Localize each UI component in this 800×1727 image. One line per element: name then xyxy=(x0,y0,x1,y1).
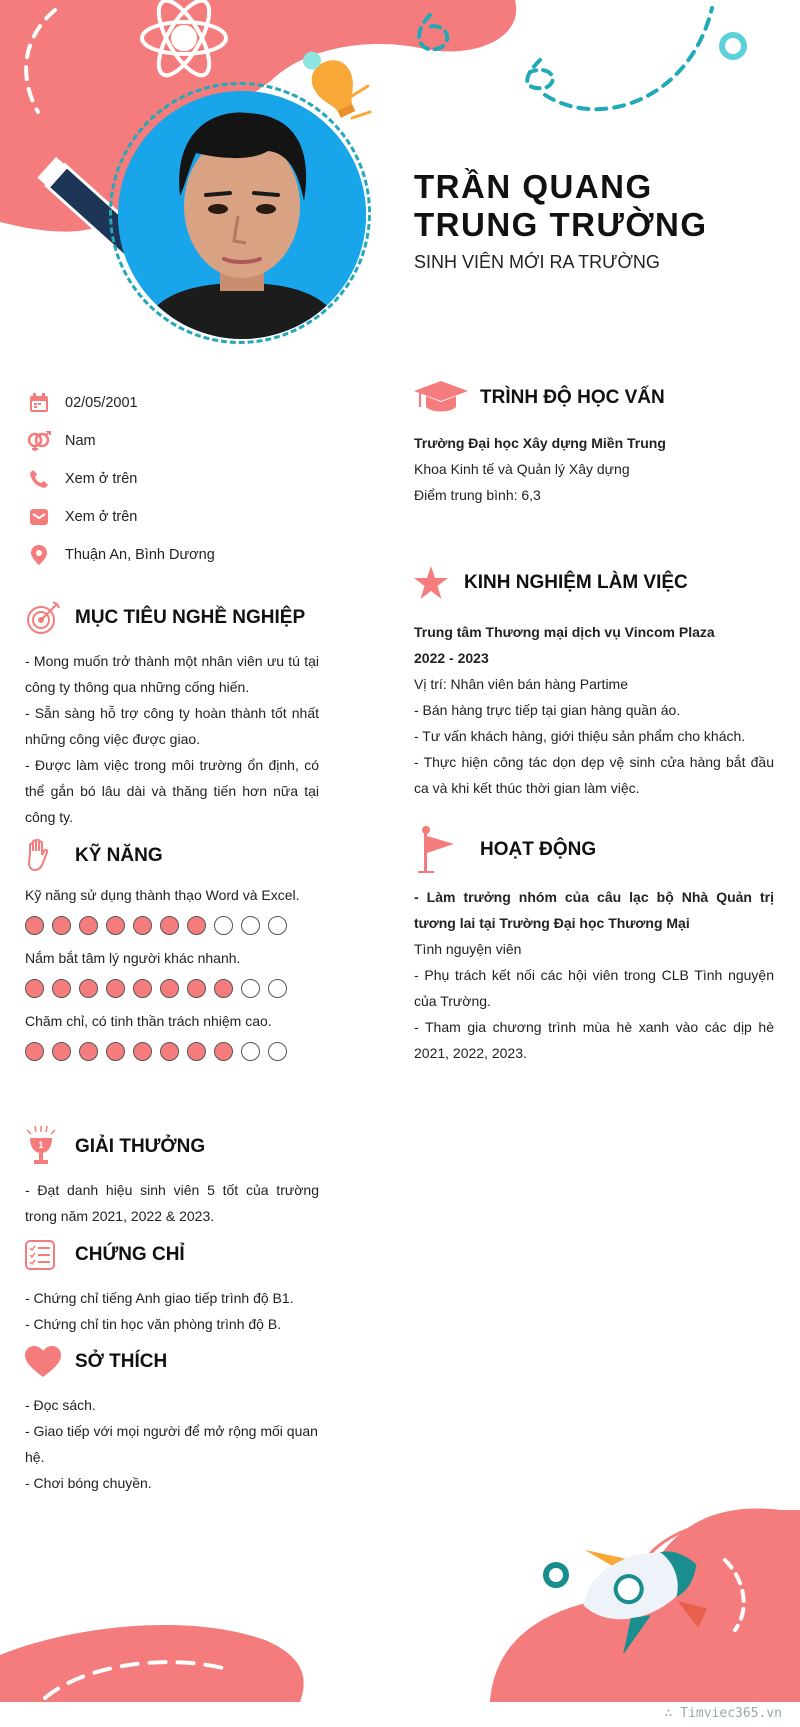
hand-icon xyxy=(25,836,65,876)
email-icon xyxy=(26,506,52,528)
rating-dot-filled xyxy=(214,1042,233,1061)
contact-item-birthday xyxy=(26,384,326,422)
rating-dot-filled xyxy=(214,979,233,998)
rating-dot-filled xyxy=(25,1042,44,1061)
awards-line: - Đạt danh hiệu sinh viên 5 tốt của trường trong năm 2021, 2022 & 2023. xyxy=(25,1182,319,1224)
education-line: Điểm trung bình: 6,3 xyxy=(414,487,541,503)
heart-icon xyxy=(25,1342,65,1382)
rating-dot-filled xyxy=(106,979,125,998)
graduation-cap-icon xyxy=(414,378,470,418)
footer-decoration xyxy=(0,1480,800,1727)
objective-line: - Được làm việc trong môi trường ổn định, có thể gắn bó lâu dài và thăng tiến hơn nữa tại công ty. xyxy=(25,757,319,825)
certificate-line: - Chứng chỉ tiếng Anh giao tiếp trình độ B1. xyxy=(25,1290,294,1306)
hobbies-title: SỞ THÍCH xyxy=(75,1351,168,1372)
rating-dot-filled xyxy=(25,916,44,935)
rating-dot-filled xyxy=(187,916,206,935)
skill-rating xyxy=(25,979,325,998)
hobby-line: - Đọc sách. xyxy=(25,1397,96,1413)
rating-dot-empty xyxy=(268,916,287,935)
contact-email[interactable]: Xem ở trên xyxy=(65,509,138,525)
gender-icon xyxy=(26,430,52,452)
contact-item-email xyxy=(26,498,326,536)
activities-section xyxy=(414,826,774,1066)
education-section xyxy=(414,378,774,508)
calendar-icon xyxy=(26,392,52,414)
rating-dot-empty xyxy=(214,916,233,935)
experience-line: - Bán hàng trực tiếp tại gian hàng quần áo. xyxy=(414,702,681,718)
contact-gender: Nam xyxy=(65,433,96,449)
rating-dot-empty xyxy=(241,1042,260,1061)
contact-item-gender xyxy=(26,422,326,460)
objective-line: - Mong muốn trở thành một nhân viên ưu tú tại công ty thông qua những cống hiến. xyxy=(25,653,319,695)
rating-dot-filled xyxy=(133,1042,152,1061)
rating-dot-empty xyxy=(268,1042,287,1061)
skill-label: Kỹ năng sử dụng thành thạo Word và Excel. xyxy=(25,887,300,903)
experience-section xyxy=(414,563,774,801)
rating-dot-filled xyxy=(52,916,71,935)
star-icon xyxy=(414,563,454,603)
skill-label: Nắm bắt tâm lý người khác nhanh. xyxy=(25,950,241,966)
certificates-title: CHỨNG CHỈ xyxy=(75,1244,185,1265)
experience-line: - Tư vấn khách hàng, giới thiệu sản phẩm cho khách. xyxy=(414,728,746,744)
location-pin-icon xyxy=(26,544,52,566)
education-title: TRÌNH ĐỘ HỌC VẤN xyxy=(480,387,665,408)
objective-title: MỤC TIÊU NGHỀ NGHIỆP xyxy=(75,607,306,628)
certificate-line: - Chứng chỉ tin học văn phòng trình độ B. xyxy=(25,1316,282,1332)
activities-headline: - Làm trưởng nhóm của câu lạc bộ Nhà Quản trị tương lai tại Trường Đại học Thương Mại xyxy=(414,889,774,931)
flag-icon xyxy=(414,826,470,874)
contact-item-address xyxy=(26,536,326,574)
candidate-title: SINH VIÊN MỚI RA TRƯỜNG xyxy=(414,252,660,272)
rating-dot-filled xyxy=(52,979,71,998)
contact-list xyxy=(26,384,326,574)
awards-section xyxy=(25,1127,319,1229)
experience-line: - Thực hiện công tác dọn dẹp vệ sinh cửa hàng bắt đầu ca và khi kết thúc thời gian làm việc. xyxy=(414,754,774,796)
hobbies-section xyxy=(25,1342,319,1496)
activities-line: - Tham gia chương trình mùa hè xanh vào các dịp hè 2021, 2022, 2023. xyxy=(414,1019,774,1061)
experience-company: Trung tâm Thương mại dịch vụ Vincom Plaza xyxy=(414,624,715,640)
rating-dot-filled xyxy=(160,916,179,935)
education-line: Khoa Kinh tế và Quản lý Xây dựng xyxy=(414,461,630,477)
rating-dot-filled xyxy=(106,916,125,935)
rating-dot-filled xyxy=(133,916,152,935)
trophy-icon xyxy=(25,1127,65,1167)
skills-title: KỸ NĂNG xyxy=(75,845,163,866)
skill-rating xyxy=(25,916,325,935)
watermark: ∴ Timviec365.vn xyxy=(664,1706,782,1721)
rating-dot-filled xyxy=(79,916,98,935)
experience-title: KINH NGHIỆM LÀM VIỆC xyxy=(464,572,688,593)
rating-dot-filled xyxy=(106,1042,125,1061)
contact-address: Thuận An, Bình Dương xyxy=(65,547,215,563)
activities-line: - Phụ trách kết nối các hội viên trong CLB Tình nguyện của Trường. xyxy=(414,967,774,1009)
hobby-line: - Chơi bóng chuyền. xyxy=(25,1475,152,1491)
target-icon xyxy=(25,598,65,638)
candidate-name: TRẦN QUANG TRUNG TRƯỜNG xyxy=(414,168,708,243)
education-school: Trường Đại học Xây dựng Miền Trung xyxy=(414,435,666,451)
skills-section xyxy=(25,836,325,1071)
objective-section xyxy=(25,598,319,830)
skill-label: Chăm chỉ, có tinh thần trách nhiệm cao. xyxy=(25,1013,272,1029)
avatar xyxy=(118,91,366,339)
contact-phone[interactable]: Xem ở trên xyxy=(65,471,138,487)
skill-rating xyxy=(25,1042,325,1061)
hobby-line: - Giao tiếp với mọi người để mở rộng mối quan hệ. xyxy=(25,1423,318,1465)
objective-line: - Sẵn sàng hỗ trợ công ty hoàn thành tốt nhất những công việc được giao. xyxy=(25,705,319,747)
activities-title: HOẠT ĐỘNG xyxy=(480,839,597,860)
experience-period: 2022 - 2023 xyxy=(414,650,489,666)
experience-line: Vị trí: Nhân viên bán hàng Partime xyxy=(414,676,629,692)
checklist-icon xyxy=(25,1235,65,1275)
awards-title: GIẢI THƯỞNG xyxy=(75,1136,206,1157)
svg-text:1: 1 xyxy=(38,1140,44,1150)
rating-dot-filled xyxy=(133,979,152,998)
rating-dot-filled xyxy=(79,1042,98,1061)
rating-dot-filled xyxy=(160,1042,179,1061)
phone-icon xyxy=(26,468,52,490)
rating-dot-filled xyxy=(79,979,98,998)
contact-item-phone xyxy=(26,460,326,498)
rating-dot-filled xyxy=(160,979,179,998)
rating-dot-filled xyxy=(187,979,206,998)
rating-dot-empty xyxy=(241,916,260,935)
rating-dot-filled xyxy=(187,1042,206,1061)
portrait-illustration xyxy=(118,91,366,339)
activities-line: Tình nguyện viên xyxy=(414,941,522,957)
certificates-section xyxy=(25,1235,319,1337)
rating-dot-filled xyxy=(25,979,44,998)
contact-birthday: 02/05/2001 xyxy=(65,395,138,411)
rating-dot-filled xyxy=(52,1042,71,1061)
rating-dot-empty xyxy=(241,979,260,998)
rating-dot-empty xyxy=(268,979,287,998)
